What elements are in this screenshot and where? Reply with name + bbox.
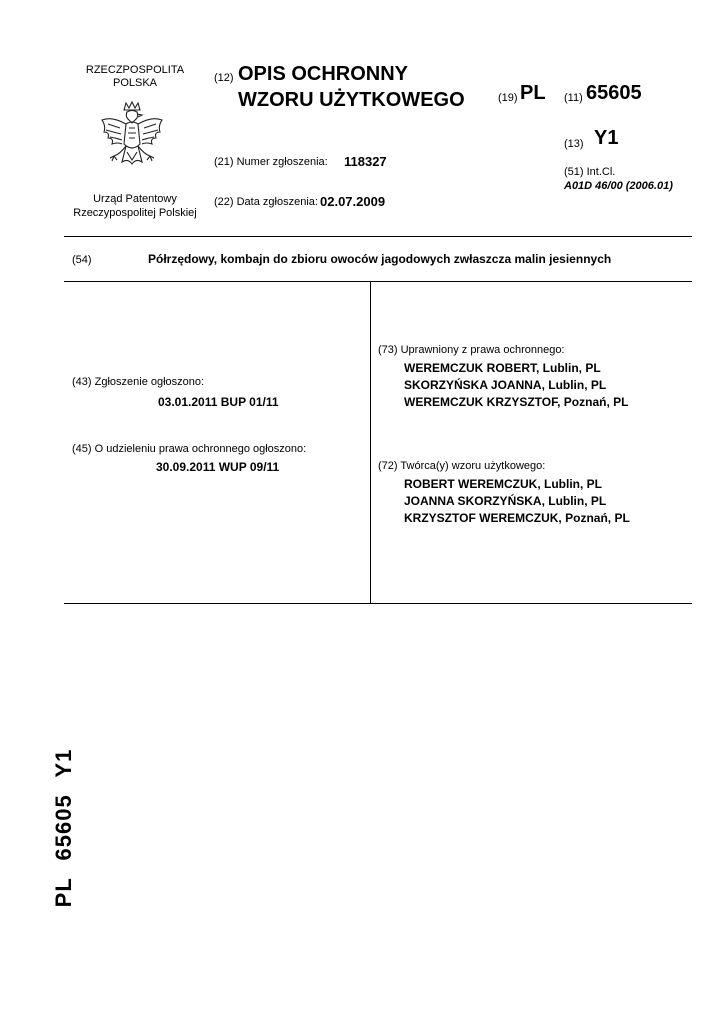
code-54: (54) bbox=[72, 254, 92, 266]
code-22-label: (22) Data zgłoszenia: bbox=[214, 196, 318, 208]
country-code: PL bbox=[520, 82, 546, 104]
code-43-value: 03.01.2011 BUP 01/11 bbox=[158, 395, 279, 409]
int-cl-value: A01D 46/00 (2006.01) bbox=[564, 180, 673, 192]
office-line2: Rzeczypospolitej Polskiej bbox=[73, 207, 197, 219]
kind-code: Y1 bbox=[594, 127, 619, 149]
code-21-label: (21) Numer zgłoszenia: bbox=[214, 156, 328, 168]
inventor-item: ROBERT WEREMCZUK, Lublin, PL bbox=[404, 477, 602, 491]
table-bottom-border bbox=[64, 603, 692, 604]
code-19: (19) bbox=[498, 92, 518, 104]
code-11: (11) bbox=[564, 92, 583, 104]
code-13: (13) bbox=[564, 138, 584, 150]
code-12: (12) bbox=[214, 72, 234, 84]
table-top-border bbox=[64, 281, 692, 282]
owner-item: WEREMCZUK KRZYSZTOF, Poznań, PL bbox=[404, 395, 629, 409]
code-73-label: (73) Uprawniony z prawa ochronnego: bbox=[378, 344, 565, 356]
application-number: 118327 bbox=[344, 154, 387, 169]
utility-model-title: Półrzędowy, kombajn do zbioru owoców jagodowych zwłaszcza malin jesiennych bbox=[148, 252, 612, 266]
country-line2: POLSKA bbox=[112, 77, 158, 89]
inventor-item: KRZYSZTOF WEREMCZUK, Poznań, PL bbox=[404, 511, 630, 525]
header-divider bbox=[64, 236, 692, 237]
country-name bbox=[72, 64, 198, 90]
table-column-divider bbox=[370, 281, 371, 603]
doc-title-line1: OPIS OCHRONNY bbox=[238, 63, 409, 85]
country-line1: RZECZPOSPOLITA bbox=[85, 64, 185, 76]
code-45-value: 30.09.2011 WUP 09/11 bbox=[156, 460, 280, 474]
patent-office-name bbox=[64, 192, 206, 220]
publication-number: 65605 bbox=[586, 82, 642, 104]
code-43-label: (43) Zgłoszenie ogłoszono: bbox=[72, 376, 205, 388]
doc-title-line2: WZORU UŻYTKOWEGO bbox=[238, 89, 465, 111]
owners-list bbox=[404, 360, 628, 411]
owner-item: SKORZYŃSKA JOANNA, Lublin, PL bbox=[404, 378, 607, 392]
office-line1: Urząd Patentowy bbox=[93, 193, 177, 205]
inventor-item: JOANNA SKORZYŃSKA, Lublin, PL bbox=[404, 494, 607, 508]
application-date: 02.07.2009 bbox=[320, 194, 386, 209]
code-45-label: (45) O udzieleniu prawa ochronnego ogłoszono: bbox=[72, 443, 307, 455]
inventors-list bbox=[404, 476, 630, 527]
side-publication-stamp: PL 65605 Y1 bbox=[51, 748, 76, 908]
code-72-label: (72) Twórca(y) wzoru użytkowego: bbox=[378, 460, 546, 472]
owner-item: WEREMCZUK ROBERT, Lublin, PL bbox=[404, 361, 601, 375]
code-51-label: (51) Int.Cl. bbox=[564, 166, 616, 178]
polish-eagle-emblem-icon bbox=[96, 100, 168, 184]
